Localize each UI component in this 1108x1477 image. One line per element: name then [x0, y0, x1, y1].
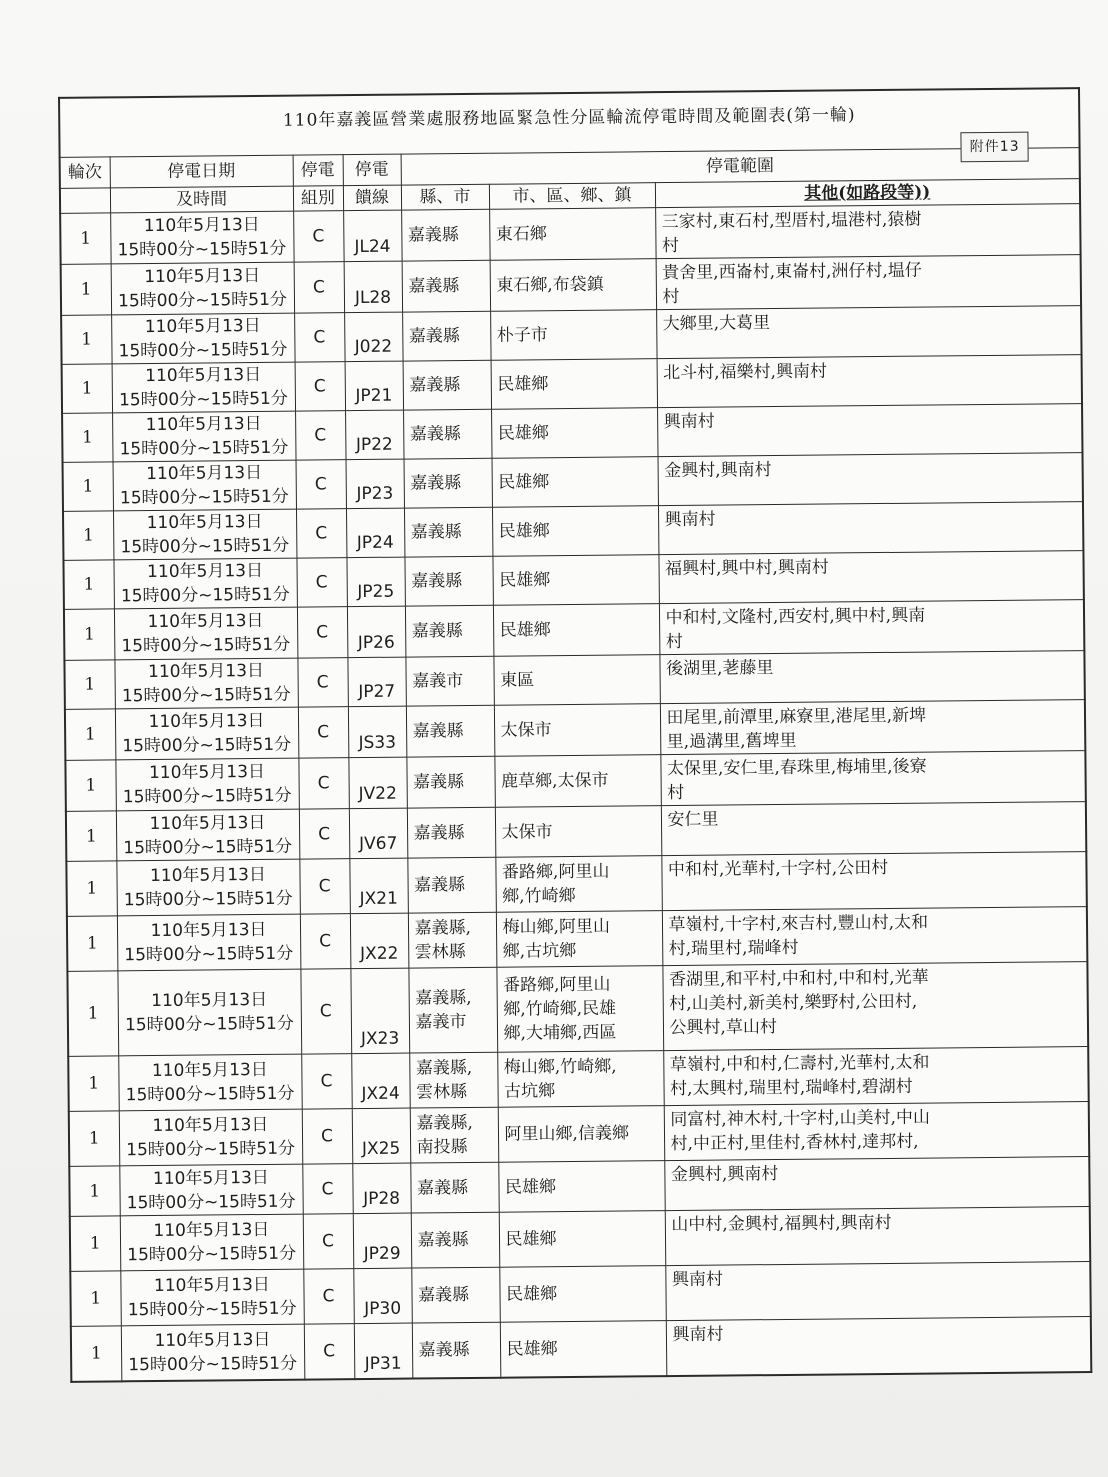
round-cell: 1	[61, 315, 111, 364]
county-cell: 嘉義縣	[403, 360, 491, 410]
date-time-cell	[111, 313, 294, 364]
feeder-cell: JP21	[345, 361, 403, 411]
header-date-bottom: 及時間	[110, 186, 293, 213]
round-cell: 1	[64, 660, 114, 709]
feeder-cell: JP25	[346, 557, 404, 607]
table-row	[68, 1047, 1089, 1112]
table-row	[67, 907, 1088, 972]
other-area-cell: 北斗村,福樂村,興南村	[657, 355, 1082, 408]
round-cell: 1	[65, 709, 115, 760]
outage-date: 110年5月13日	[145, 364, 262, 387]
date-time-cell	[113, 558, 296, 609]
outage-date: 110年5月13日	[147, 610, 264, 633]
date-time-cell	[117, 969, 301, 1056]
outage-time: 15時00分~15時51分	[118, 339, 288, 362]
outage-date: 110年5月13日	[151, 1059, 268, 1082]
county-cell: 嘉義縣, 南投縣	[410, 1107, 499, 1163]
outage-time: 15時00分~15時51分	[127, 1298, 297, 1321]
other-area-cell: 同富村,神木村,十字村,山美村,中山 村,中正村,里佳村,香林村,達邦村,	[664, 1102, 1090, 1161]
district-cell: 民雄鄉	[492, 506, 658, 557]
date-time-cell	[113, 460, 296, 511]
round-cell: 1	[60, 213, 110, 264]
date-time-cell	[119, 1109, 303, 1166]
header-round: 輪次	[60, 157, 110, 188]
county-cell: 嘉義縣	[412, 1322, 501, 1378]
group-cell: C	[299, 809, 349, 859]
district-cell: 民雄鄉	[492, 457, 658, 508]
district-cell: 民雄鄉	[499, 1266, 666, 1323]
date-time-cell	[112, 362, 295, 413]
header-group-top: 停電	[293, 155, 343, 186]
other-area-cell: 福興村,興中村,興南村	[658, 551, 1083, 604]
county-cell: 嘉義縣	[411, 1212, 500, 1268]
district-cell: 民雄鄉	[492, 555, 658, 606]
other-area-cell: 興南村	[658, 502, 1083, 555]
date-time-cell	[118, 1054, 302, 1111]
feeder-cell: JP27	[347, 657, 405, 707]
district-cell: 東石鄉,布袋鎮	[490, 259, 656, 312]
district-cell: 梅山鄉,阿里山 鄉,古坑鄉	[496, 911, 663, 968]
feeder-cell: JX24	[351, 1053, 410, 1109]
district-cell: 東石鄉	[489, 208, 655, 261]
feeder-cell: JP31	[354, 1323, 413, 1379]
round-cell: 1	[71, 1326, 122, 1381]
round-cell: 1	[65, 760, 115, 811]
outage-time: 15時00分~15時51分	[122, 734, 292, 757]
other-area-cell: 中和村,光華村,十字村,公田村	[661, 852, 1087, 911]
county-cell: 嘉義縣	[404, 556, 492, 606]
round-cell: 1	[62, 413, 112, 462]
outage-date: 110年5月13日	[145, 413, 262, 436]
group-cell: C	[300, 969, 351, 1054]
group-cell: C	[295, 362, 345, 411]
group-cell: C	[301, 1054, 352, 1109]
round-cell: 1	[62, 364, 112, 413]
feeder-cell: JP24	[346, 508, 404, 558]
outage-date: 110年5月13日	[152, 1114, 269, 1137]
date-time-cell	[119, 1164, 302, 1216]
other-area-cell: 三家村,東石村,型厝村,塭港村,猿樹 村	[655, 204, 1081, 259]
group-cell: C	[294, 262, 344, 313]
group-cell: C	[302, 1164, 352, 1214]
feeder-cell: JP30	[353, 1268, 412, 1324]
group-cell: C	[300, 914, 351, 969]
district-cell: 太保市	[495, 806, 661, 858]
header-other: 其他(如路段等))	[655, 179, 1080, 208]
date-time-cell	[115, 758, 298, 811]
feeder-cell: JS33	[348, 706, 406, 758]
date-time-cell	[112, 411, 295, 462]
date-time-cell	[117, 914, 301, 971]
county-cell: 嘉義縣	[402, 260, 490, 312]
outage-time: 15時00分~15時51分	[118, 289, 287, 312]
other-area-cell: 後湖里,荖藤里	[659, 651, 1084, 704]
round-cell: 1	[67, 916, 118, 971]
feeder-cell: JX21	[349, 858, 408, 914]
other-area-cell: 貴舍里,西崙村,東崙村,洲仔村,塭仔 村	[656, 255, 1082, 310]
feeder-cell: JP28	[352, 1163, 410, 1214]
outage-date: 110年5月13日	[146, 511, 263, 534]
outage-date: 110年5月13日	[144, 265, 261, 288]
group-cell: C	[304, 1324, 355, 1379]
outage-time: 15時00分~15時51分	[119, 437, 289, 460]
feeder-cell: JX25	[352, 1108, 411, 1164]
round-cell: 1	[70, 1271, 121, 1326]
district-cell: 番路鄉,阿里山 鄉,竹崎鄉	[495, 856, 662, 913]
other-area-cell: 山中村,金興村,福興村,興南村	[665, 1207, 1091, 1266]
county-cell: 嘉義縣	[411, 1267, 500, 1323]
date-time-cell	[113, 509, 296, 560]
outage-date: 110年5月13日	[154, 1329, 271, 1351]
group-cell: C	[303, 1214, 354, 1269]
round-cell: 1	[66, 811, 116, 861]
date-time-cell	[115, 707, 298, 760]
outage-schedule-table	[58, 87, 1092, 1382]
other-area-cell: 興南村	[666, 1317, 1092, 1376]
district-cell: 民雄鄉	[493, 604, 659, 657]
district-cell: 朴子市	[490, 310, 656, 361]
feeder-cell: JV67	[349, 808, 407, 859]
group-cell: C	[293, 211, 343, 262]
feeder-cell: JX22	[350, 913, 409, 969]
district-cell: 東區	[493, 655, 659, 706]
round-cell: 1	[70, 1216, 121, 1271]
date-time-cell	[111, 262, 294, 315]
outage-time: 15時00分~15時51分	[123, 836, 293, 858]
county-cell: 嘉義縣, 雲林縣	[409, 1052, 498, 1108]
header-county: 縣、市	[401, 184, 489, 210]
outage-time: 15時00分~15時51分	[121, 634, 291, 657]
outage-time: 15時00分~15時51分	[120, 584, 290, 607]
other-area-cell: 金興村,興南村	[658, 453, 1083, 506]
feeder-cell: JL24	[343, 210, 401, 262]
round-cell: 1	[68, 1056, 119, 1111]
group-cell: C	[302, 1109, 353, 1164]
outage-schedule-sheet	[58, 87, 1090, 1397]
county-cell: 嘉義縣	[401, 209, 489, 261]
group-cell: C	[299, 859, 350, 914]
other-area-cell: 中和村,文隆村,西安村,興中村,興南 村	[659, 600, 1085, 655]
county-cell: 嘉義縣	[404, 458, 492, 508]
header-feeder-top: 停電	[343, 154, 401, 186]
round-cell: 1	[66, 861, 117, 916]
group-cell: C	[296, 460, 346, 509]
round-cell: 1	[63, 511, 113, 560]
other-area-cell: 金興村,興南村	[664, 1157, 1089, 1211]
date-time-cell	[114, 607, 297, 660]
group-cell: C	[297, 658, 347, 707]
county-cell: 嘉義縣, 嘉義市	[408, 967, 497, 1053]
county-cell: 嘉義縣	[402, 311, 490, 361]
outage-time: 15時00分~15時51分	[124, 1013, 294, 1036]
outage-date: 110年5月13日	[150, 919, 267, 942]
outage-time: 15時00分~15時51分	[128, 1353, 298, 1376]
outage-date: 110年5月13日	[148, 761, 266, 784]
feeder-cell: JV22	[348, 757, 406, 809]
outage-time: 15時00分~15時51分	[126, 1138, 296, 1161]
outage-date: 110年5月13日	[151, 989, 268, 1012]
outage-time: 15時00分~15時51分	[117, 238, 287, 261]
outage-time: 15時00分~15時51分	[118, 388, 288, 411]
date-time-cell	[110, 211, 293, 264]
district-cell: 民雄鄉	[500, 1321, 667, 1378]
feeder-cell: JP29	[353, 1213, 412, 1269]
county-cell: 嘉義縣	[410, 1162, 498, 1213]
feeder-cell: JL28	[344, 261, 402, 313]
date-time-cell	[121, 1324, 305, 1381]
date-time-cell	[116, 809, 299, 861]
outage-time: 15時00分~15時51分	[123, 888, 293, 911]
attachment-label: 附件13	[961, 132, 1029, 163]
outage-time: 15時00分~15時51分	[124, 943, 294, 966]
outage-date: 110年5月13日	[153, 1274, 270, 1297]
district-cell: 民雄鄉	[499, 1211, 666, 1268]
group-cell: C	[296, 509, 346, 558]
header-district: 市、區、鄉、鎮	[489, 183, 655, 210]
county-cell: 嘉義縣	[406, 705, 494, 757]
district-cell: 梅山鄉,竹崎鄉, 古坑鄉	[497, 1051, 664, 1108]
other-area-cell: 安仁里	[661, 802, 1086, 856]
district-cell: 阿里山鄉,信義鄉	[498, 1106, 665, 1163]
table-row	[70, 1262, 1091, 1327]
round-cell: 1	[69, 1166, 119, 1216]
district-cell: 鹿草鄉,太保市	[494, 755, 660, 808]
feeder-cell: JP26	[347, 606, 405, 658]
district-cell: 番路鄉,阿里山 鄉,竹崎鄉,民雄 鄉,大埔鄉,西區	[496, 966, 663, 1053]
header-date-top: 停電日期	[110, 155, 293, 188]
outage-time: 15時00分~15時51分	[127, 1243, 297, 1266]
outage-time: 15時00分~15時51分	[121, 684, 291, 707]
other-area-cell: 草嶺村,十字村,來吉村,豐山村,太和 村,瑞里村,瑞峰村	[662, 907, 1088, 966]
outage-date: 110年5月13日	[146, 462, 263, 485]
group-cell: C	[298, 758, 348, 809]
outage-date: 110年5月13日	[152, 1167, 269, 1189]
round-cell: 1	[69, 1111, 120, 1166]
feeder-cell: J022	[344, 312, 402, 362]
county-cell: 嘉義縣	[406, 756, 494, 808]
group-cell: C	[295, 411, 345, 460]
table-row	[71, 1317, 1092, 1382]
title-cell	[59, 88, 1080, 157]
header-round-blank	[60, 188, 110, 213]
header-group-bottom: 組別	[293, 186, 343, 211]
table-row	[67, 962, 1088, 1057]
title-row	[59, 88, 1080, 157]
other-area-cell: 香湖里,和平村,中和村,中和村,光華 村,山美村,新美村,樂野村,公田村, 公興村,草山村	[662, 962, 1088, 1051]
date-time-cell	[120, 1269, 304, 1326]
county-cell: 嘉義縣	[404, 507, 492, 557]
outage-time: 15時00分~15時51分	[120, 535, 290, 558]
county-cell: 嘉義縣	[407, 807, 495, 858]
outage-time: 15時00分~15時51分	[125, 1083, 295, 1106]
feeder-cell: JX23	[350, 968, 409, 1054]
outage-date: 110年5月13日	[148, 710, 265, 733]
group-cell: C	[294, 313, 344, 362]
header-feeder-bottom: 饋線	[343, 185, 401, 211]
other-area-cell: 田尾里,前潭里,麻寮里,港尾里,新埤 里,過溝里,舊埤里	[660, 700, 1086, 755]
district-cell: 民雄鄉	[498, 1161, 664, 1213]
round-cell: 1	[64, 609, 114, 660]
other-area-cell: 興南村	[665, 1262, 1091, 1321]
outage-date: 110年5月13日	[143, 214, 260, 237]
outage-date: 110年5月13日	[147, 560, 264, 583]
outage-date: 110年5月13日	[144, 315, 261, 338]
other-area-cell: 興南村	[657, 404, 1082, 457]
other-area-cell: 草嶺村,中和村,仁壽村,光華村,太和 村,太興村,瑞里村,瑞峰村,碧湖村	[663, 1047, 1089, 1106]
outage-date: 110年5月13日	[149, 812, 266, 834]
document-title: 110年嘉義區營業處服務地區緊急性分區輪流停電時間及範圍表(第一輪)	[282, 105, 856, 131]
round-cell: 1	[63, 560, 113, 609]
outage-date: 110年5月13日	[149, 864, 267, 887]
county-cell: 嘉義縣	[405, 605, 493, 657]
group-cell: C	[296, 558, 346, 607]
district-cell: 太保市	[494, 704, 660, 757]
county-cell: 嘉義縣	[403, 409, 491, 459]
county-cell: 嘉義縣	[407, 857, 496, 913]
round-cell: 1	[67, 971, 118, 1056]
date-time-cell	[116, 859, 300, 916]
outage-time: 15時00分~15時51分	[122, 785, 292, 808]
date-time-cell	[120, 1214, 304, 1271]
other-area-cell: 太保里,安仁里,春珠里,梅埔里,後寮 村	[660, 751, 1086, 806]
table-row	[66, 852, 1087, 917]
round-cell: 1	[63, 462, 113, 511]
county-cell: 嘉義市	[405, 656, 493, 706]
date-time-cell	[114, 658, 297, 709]
table-row	[69, 1102, 1090, 1167]
county-cell: 嘉義縣, 雲林縣	[408, 912, 497, 968]
round-cell: 1	[61, 264, 111, 315]
group-cell: C	[303, 1269, 354, 1324]
feeder-cell: JP22	[345, 410, 403, 460]
group-cell: C	[298, 707, 348, 758]
table-row	[70, 1207, 1091, 1272]
outage-time: 15時00分~15時51分	[119, 486, 289, 509]
outage-date: 110年5月13日	[147, 660, 265, 683]
outage-date: 110年5月13日	[153, 1219, 270, 1242]
outage-time: 15時00分~15時51分	[126, 1191, 296, 1213]
district-cell: 民雄鄉	[491, 359, 657, 410]
district-cell: 民雄鄉	[491, 408, 657, 459]
feeder-cell: JP23	[346, 459, 404, 509]
header-range: 停電範圍	[401, 148, 1080, 186]
other-area-cell: 大鄉里,大葛里	[656, 306, 1081, 359]
group-cell: C	[297, 607, 347, 658]
